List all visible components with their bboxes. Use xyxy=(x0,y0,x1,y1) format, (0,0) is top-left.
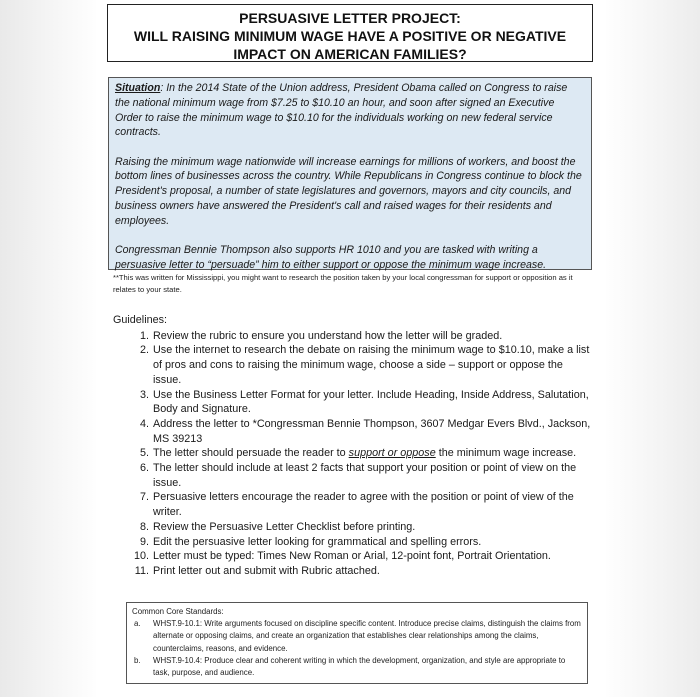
standard-marker: a. xyxy=(134,619,141,629)
guideline-text: The letter should include at least 2 facts that support your position or point of view on the issue. xyxy=(153,462,577,489)
guideline-text: Edit the persuasive letter looking for grammatical and spelling errors. xyxy=(153,535,482,548)
standard-text: WHST.9-10.1: Write arguments focused on discipline specific content. Introduce precise claims, distinguish the claims from alternate or opposing claims, and create an organization that establishes clear relationships among the claims, counterclaims, reasons, and evidence. xyxy=(153,619,581,653)
situation-paragraph-3: Congressman Bennie Thompson also supports HR 1010 and you are tasked with writing a persuasive letter to “persuade” him to either support or oppose the minimum wage increase. xyxy=(115,244,547,271)
standards-title: Common Core Standards: xyxy=(132,607,224,616)
guideline-text: Review the rubric to ensure you understand how the letter will be graded. xyxy=(153,329,503,342)
common-core-standards-box xyxy=(126,602,588,684)
page-subtitle: WILL RAISING MINIMUM WAGE HAVE A POSITIVE OR NEGATIVE IMPACT ON AMERICAN FAMILIES? xyxy=(133,28,567,62)
guideline-number: 6. xyxy=(139,462,149,475)
guideline-number: 9. xyxy=(139,535,149,548)
guideline-text: Use the Business Letter Format for your letter. Include Heading, Inside Address, Salutation, Body and Signature. xyxy=(153,388,589,416)
page-shadow-right xyxy=(600,0,700,697)
page-shadow-left xyxy=(0,0,100,697)
standard-marker: b. xyxy=(134,655,141,665)
guideline-item xyxy=(113,520,593,535)
guidelines-title: Guidelines: xyxy=(113,314,168,326)
guideline-text: Review the Persuasive Letter Checklist before printing. xyxy=(153,520,416,533)
guideline-item xyxy=(113,343,593,387)
guidelines-section xyxy=(113,313,593,579)
guideline-number: 3. xyxy=(139,388,149,401)
guideline-text-post: the minimum wage increase. xyxy=(435,447,577,460)
guidelines-list xyxy=(113,329,593,579)
guideline-number: 7. xyxy=(139,491,149,504)
guideline-number: 8. xyxy=(139,520,149,533)
situation-paragraph-2: Raising the minimum wage nationwide will increase earnings for millions of workers, and boost the bottom lines of businesses across the country. While Republicans in Congress continue to block the President's proposal, a number of state legislatures and governors, mayors and city councils, and business owners have answered the President's call and raised wages for their residents and employees. xyxy=(115,155,582,227)
guideline-text: Address the letter to *Congressman Bennie Thompson, 3607 Medgar Evers Blvd., Jackson, MS 39213 xyxy=(153,417,591,445)
situation-label: Situation xyxy=(115,82,161,94)
situation-box xyxy=(108,77,592,270)
guideline-item xyxy=(113,417,593,446)
guideline-text: Letter must be typed: Times New Roman or Arial, 12-point font, Portrait Orientation. xyxy=(153,550,551,563)
standard-item xyxy=(132,655,583,679)
guideline-item xyxy=(113,461,593,490)
guideline-item xyxy=(113,329,593,344)
guideline-text-pre: The letter should persuade the reader to xyxy=(153,447,349,460)
page-title: PERSUASIVE LETTER PROJECT: xyxy=(239,10,461,26)
title-box xyxy=(107,4,593,62)
guideline-number: 4. xyxy=(139,417,149,430)
guideline-item xyxy=(113,535,593,550)
guideline-item xyxy=(113,490,593,519)
guideline-item xyxy=(113,564,593,579)
situation-paragraph-1 xyxy=(115,81,584,140)
guideline-text: Persuasive letters encourage the reader to agree with the position or point of view of the writer. xyxy=(153,491,574,519)
guideline-number: 11. xyxy=(134,564,149,577)
standard-text: WHST.9-10.4: Produce clear and coherent writing in which the development, organization, and style are appropriate to task, purpose, and audience. xyxy=(153,655,566,678)
standard-item xyxy=(132,618,583,655)
guideline-text: Use the internet to research the debate on raising the minimum wage to $10.10, make a list of pros and cons to raising the minimum wage, choose a side – support or oppose the issue. xyxy=(153,344,590,386)
guideline-item xyxy=(113,549,593,564)
situation-text-1: : In the 2014 State of the Union address, President Obama called on Congress to raise the national minimum wage from $7.25 to $10.10 an hour, and soon after signed an Executive Order to raise the minimum wage to $10.10 for the individuals working on new federal service contracts. xyxy=(115,82,568,139)
guideline-number: 1. xyxy=(139,329,149,342)
guideline-number: 5. xyxy=(139,447,149,460)
guideline-number: 2. xyxy=(139,344,149,357)
guideline-text: Print letter out and submit with Rubric attached. xyxy=(153,564,380,577)
guideline-item xyxy=(113,446,593,461)
mississippi-note: **This was written for Mississippi, you might want to research the position taken by your local congressman for support or opposition as it relates to your state. xyxy=(113,273,573,294)
guideline-number: 10. xyxy=(133,550,149,563)
support-or-oppose-emphasis: support or oppose xyxy=(348,447,436,460)
guideline-item xyxy=(113,388,593,417)
